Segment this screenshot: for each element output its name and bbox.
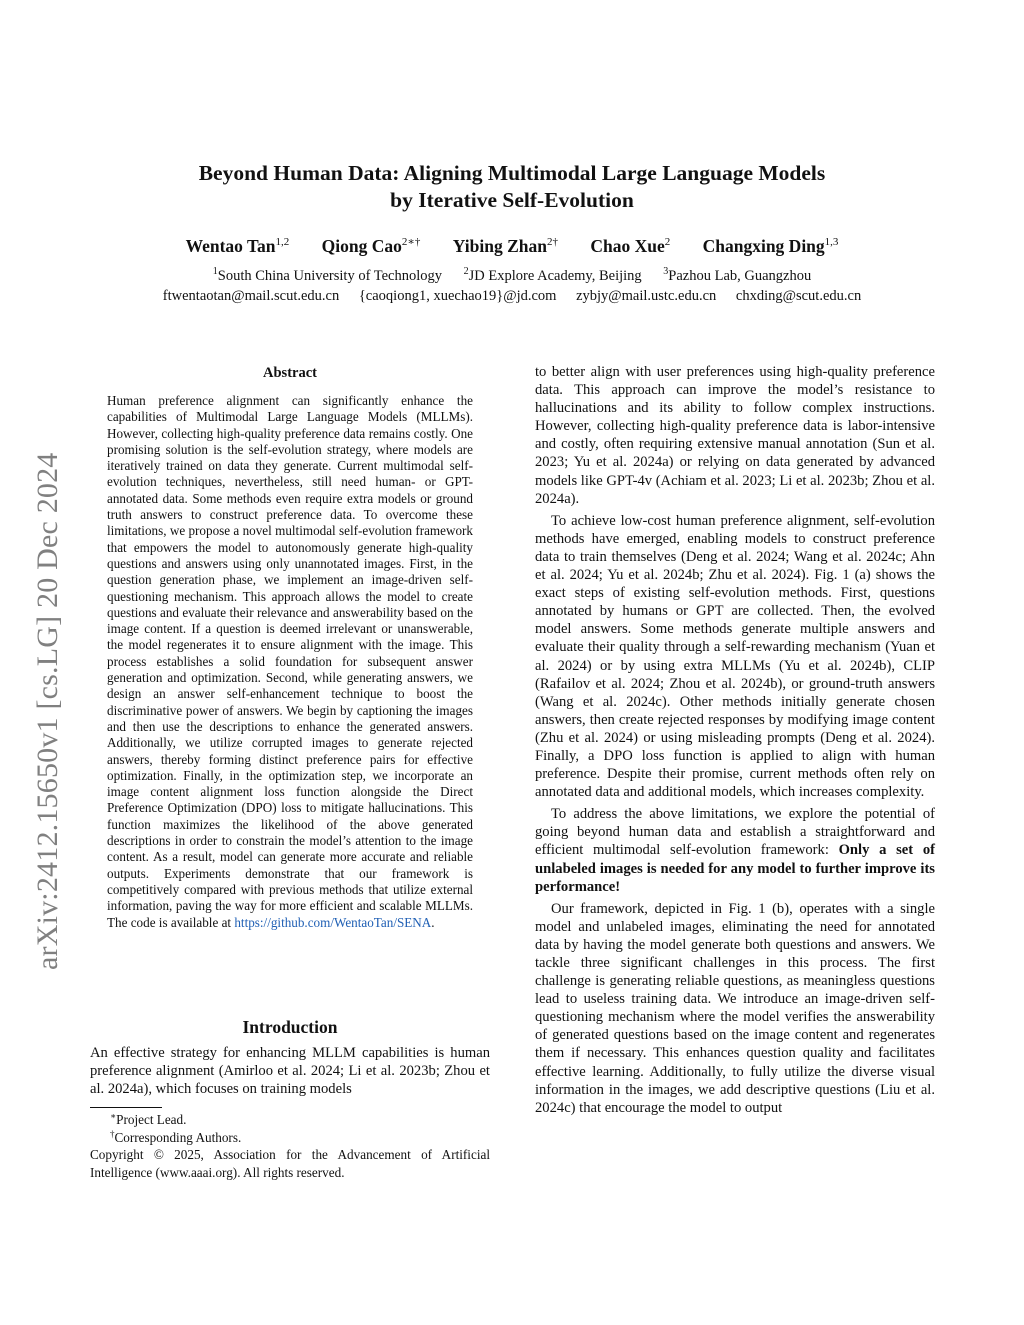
footnote-mark: ∗ (110, 1111, 117, 1121)
paragraph-3-bold: Only a set of unlabeled images is needed for any model to further improve its performance! (535, 842, 935, 895)
footnote-rule (90, 1107, 162, 1108)
footnote-1 (90, 1111, 490, 1129)
affiliation-name: Pazhou Lab, Guangzhou (668, 268, 812, 284)
paragraph-3-text: To address the above limitations, we explore the potential of going beyond human data and establish a straightforward and efficient multimodal self-evolution framework: (535, 806, 935, 859)
affiliation-3 (663, 268, 811, 284)
author-4 (590, 236, 670, 256)
author-sup: 1,2 (275, 236, 290, 248)
author-sup: 2∗† (401, 236, 421, 248)
email-3: zybjy@mail.ustc.edu.cn (576, 288, 717, 304)
paragraph-2: To achieve low-cost human preference alignment, self-evolution methods have emerged, enabling models to construct preference data to train themselves (Deng et al. 2024; Wang et al. 2024c; Ahn et al. 2024; Yu et al. 2024b; Zhu et al. 2024). Fig. 1 (a) shows the exact steps of existing self-evolution methods. First, questions annotated by humans or GPT are collected. Then, the evolved model answers. Some methods generate multiple answers and evaluate their quality through a self-rewarding mechanism (Yuan et al. 2024) or by using extra MLLMs (Yu et al. 2024b), CLIP (Rafailov et al. 2024; Zhou et al. 2024b), or ground-truth answers (Wang et al. 2024c). Other methods initially generate chosen answers, then create rejected responses by modifying image content (Zhu et al. 2024) or using misleading prompts (Deng et al. 2024). Finally, a DPO loss function is applied to align with human preference. Despite their promise, current methods often rely on annotated data and additional models, which increases complexity. (535, 512, 935, 801)
footnote-text: Corresponding Authors. (114, 1129, 242, 1145)
author-sup: 2 (664, 236, 671, 248)
author-2 (322, 236, 421, 256)
affiliation-2 (464, 268, 642, 284)
email-4: chxding@scut.edu.cn (735, 288, 862, 304)
affiliation-sup: 2 (463, 266, 469, 277)
affiliation-name: JD Explore Academy, Beijing (468, 268, 642, 284)
abstract-body (107, 393, 473, 931)
affiliation-list (60, 268, 964, 285)
title-line-2: by Iterative Self-Evolution (390, 188, 634, 212)
email-1: ftwentaotan@mail.scut.edu.cn (162, 288, 340, 304)
affiliation-sup: 3 (663, 266, 669, 277)
author-sup: 2† (546, 236, 558, 248)
title-line-1: Beyond Human Data: Aligning Multimodal Large Language Models (198, 161, 826, 185)
introduction-heading: Introduction (242, 1017, 338, 1037)
affiliation-name: South China University of Technology (217, 268, 443, 284)
abstract-end: . (431, 914, 435, 930)
author-name: Qiong Cao (321, 236, 402, 256)
introduction-text: An effective strategy for enhancing MLLM capabilities is human preference alignment (Amirloo et al. 2024; Li et al. 2023b; Zhou et al. 2024a), which focuses on training models (90, 1045, 490, 1098)
affiliation-sup: 1 (212, 266, 218, 277)
paragraph-4: Our framework, depicted in Fig. 1 (b), operates with a single model and unlabeled images, eliminating the need for annotated data by having the model generate both questions and answers. We tackle three significant challenges in this process. The first challenge is generating reliable questions, as meaningless questions lead to useless training data. We introduce an image-driven self-questioning mechanism where the model verifies the answerability of generated questions based on the image content and regenerates them if necessary. This enhances question quality and facilitates effective learning. Additionally, to fully utilize the diverse visual information in the images, we add descriptive questions (Liu et al. 2024c) that encourage the model to output (535, 900, 935, 1116)
paragraph-3 (535, 805, 935, 895)
paper-title (90, 160, 934, 214)
copyright-notice: Copyright © 2025, Association for the Advancement of Artificial Intelligence (www.aaai.org). All rights reserved. (90, 1147, 490, 1180)
footnote-text: Project Lead. (116, 1112, 187, 1127)
author-sup: 1,3 (824, 236, 839, 248)
author-5 (703, 236, 839, 256)
author-name: Chao Xue (590, 236, 665, 256)
email-2: {caoqiong1, xuechao19}@jd.com (358, 288, 557, 304)
author-list (60, 236, 964, 257)
abstract-heading: Abstract (263, 365, 317, 381)
affiliation-1 (213, 268, 442, 284)
footnote-2 (90, 1129, 490, 1147)
author-1 (186, 236, 290, 256)
author-3 (453, 236, 558, 256)
author-name: Yibing Zhan (452, 236, 547, 256)
code-link[interactable]: https://github.com/WentaoTan/SENA (234, 914, 432, 930)
right-column (535, 363, 935, 1121)
author-name: Changxing Ding (702, 236, 825, 256)
abstract-text: Human preference alignment can significantly enhance the capabilities of Multimodal Large Language Models (MLLMs). However, collecting high-quality preference data remains costly. One promising solution is the self-evolution strategy, where models are iteratively trained on data they generate. Current multimodal self-evolution techniques, nevertheless, still need human- or GPT-annotated data. Some methods even require extra models or ground truth answers to construct preference data. To overcome these limitations, we propose a novel multimodal self-evolution framework that empowers the model to autonomously generate high-quality questions and answers using only unannotated images. First, in the question generation phase, we implement an image-driven self-questioning mechanism. This approach allows the model to create questions and evaluate their relevance and answerability based on the image content. If a question is deemed irrelevant or unanswerable, the model regenerates it to ensure alignment with the image. This process establishes a solid foundation for subsequent answer generation and optimization. Second, while generating answers, we design an answer self-enhancement technique to boost the discriminative power of answers. We begin by captioning the images and then use the descriptions to enhance the generated answers. Additionally, we utilize corrupted images to generate rejected answers, thereby forming distinct preference pairs for effective optimization. Finally, in the optimization step, we incorporate an image content alignment loss function alongside the Direct Preference Optimization (DPO) loss to mitigate hallucinations. This function maximizes the likelihood of the above generated descriptions in order to constrain the model’s attention to the image content. As a result, model can generate more accurate and reliable outputs. Experiments demonstrate that our framework is competitively compared with previous methods that utilize external information, paving the way for more efficient and scalable MLLMs. The code is available at (107, 393, 473, 930)
arxiv-stamp: arXiv:2412.15650v1 [cs.LG] 20 Dec 2024 (31, 452, 64, 970)
paragraph-1: to better align with user preferences using high-quality preference data. This approach can improve the model’s resistance to hallucinations and its ability to follow complex instructions. However, collecting high-quality preference data is labor-intensive and costly, often requiring extensive manual annotation (Sun et al. 2023; Yu et al. 2024a) or relying on data generated by advanced models like GPT-4v (Achiam et al. 2023; Li et al. 2023b; Zhou et al. 2024a). (535, 364, 935, 507)
footnotes (90, 1111, 490, 1181)
email-list (60, 288, 964, 305)
author-name: Wentao Tan (185, 236, 276, 256)
footnote-mark: † (110, 1128, 115, 1139)
